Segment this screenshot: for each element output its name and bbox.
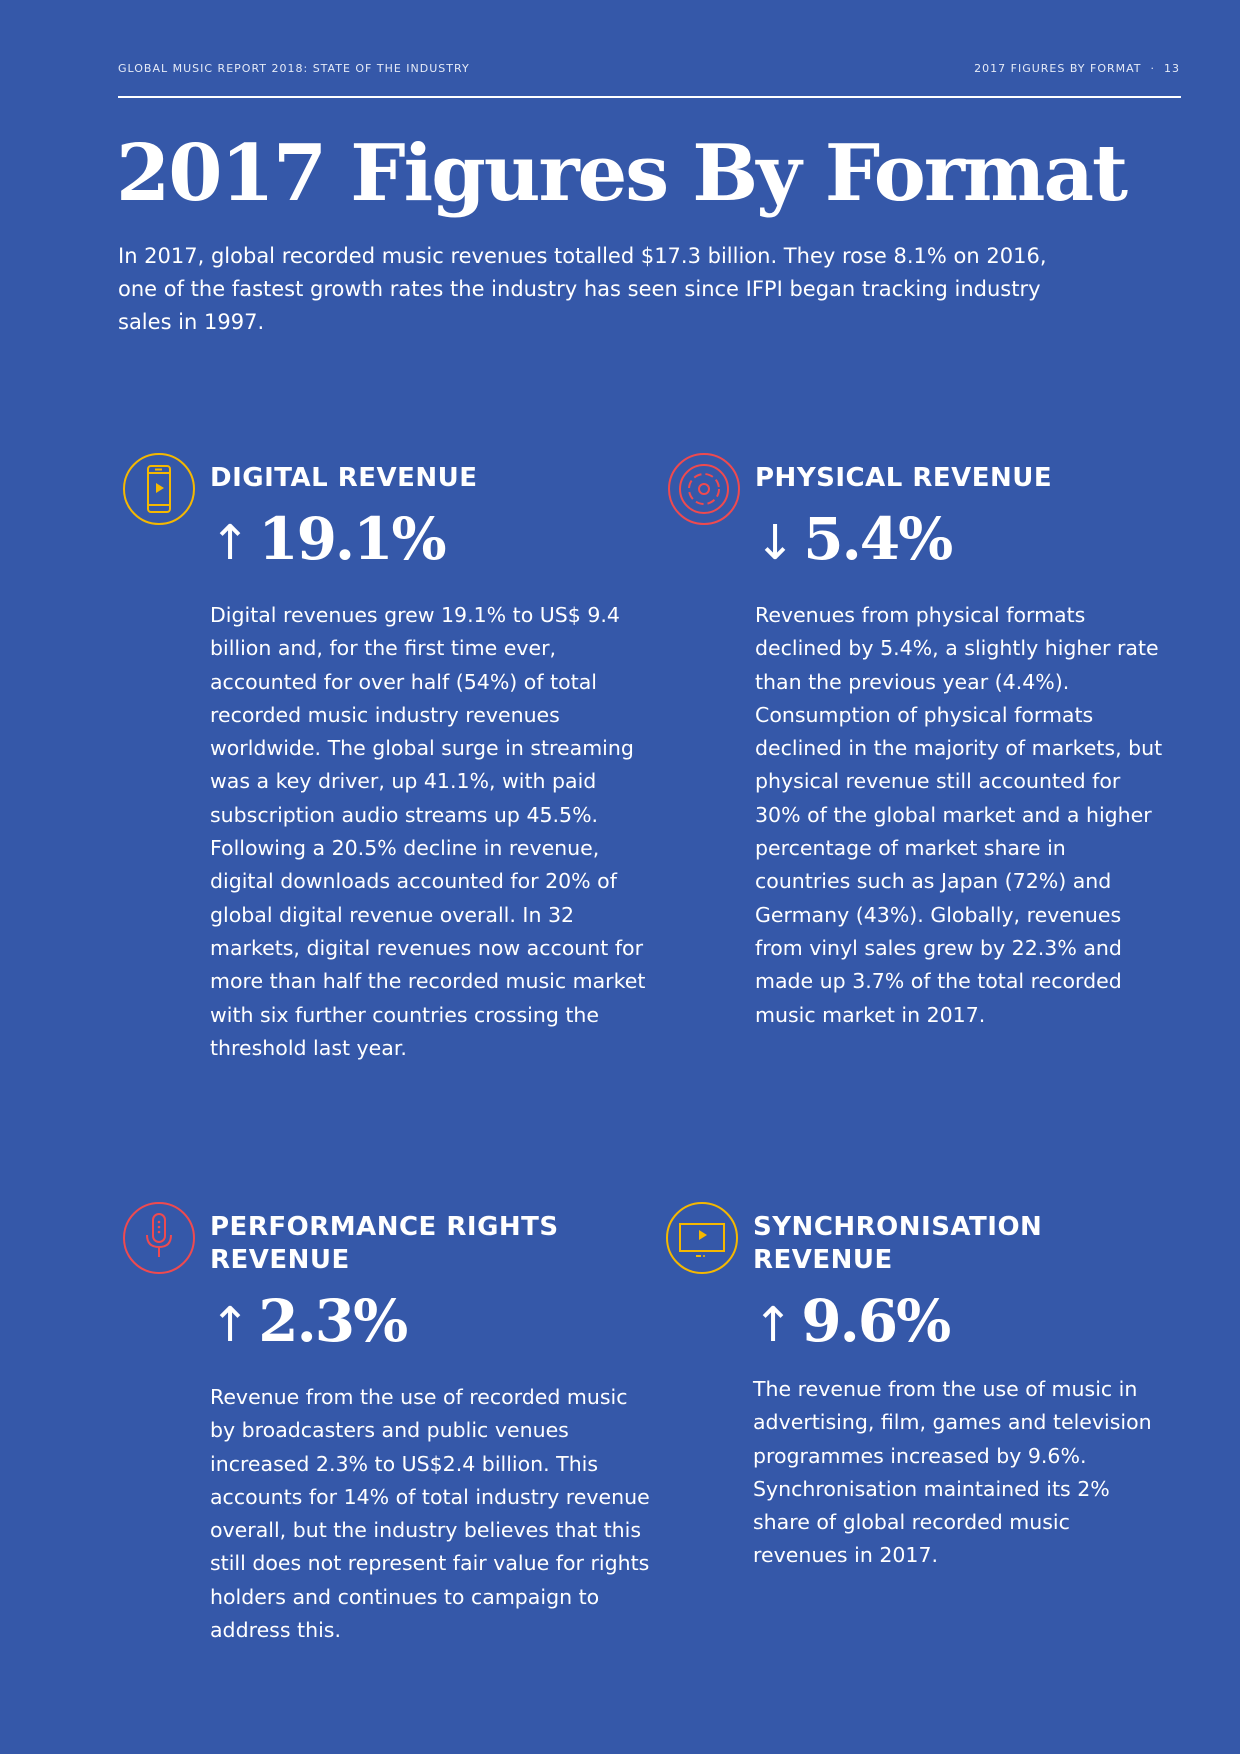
section-change-value: ↓ 5.4%	[755, 505, 952, 573]
header-rule	[118, 96, 1181, 98]
page-title: 2017 Figures By Format	[116, 128, 1127, 219]
physical-revenue-section	[755, 462, 1165, 1032]
performance-rights-section	[210, 1211, 650, 1647]
section-heading: PERFORMANCE RIGHTS REVENUE	[210, 1212, 559, 1275]
arrow-up-icon: ↑	[210, 1297, 249, 1353]
section-body: The revenue from the use of music in advertising, film, games and television programmes increased by 9.6%. Synchronisation maintained its 2% share of global recorded music revenues in 2017.	[753, 1377, 1152, 1568]
arrow-up-icon: ↑	[753, 1297, 792, 1353]
intro-paragraph: In 2017, global recorded music revenues totalled $17.3 billion. They rose 8.1% on 2016, one of the fastest growth rates the industry has seen since IFPI began tracking industry sales in 1997.	[118, 244, 1047, 334]
disc-icon	[667, 452, 741, 526]
section-heading: PHYSICAL REVENUE	[755, 463, 1053, 493]
section-change-value: ↑ 9.6%	[753, 1287, 950, 1355]
section-body: Digital revenues grew 19.1% to US$ 9.4 billion and, for the first time ever, accounted for over half (54%) of total recorded music industry revenues worldwide. The global surge in streaming was a key driver, up 41.1%, with paid subscription audio streams up 45.5%. Following a 20.5% decline in revenue, digital downloads accounted for 20% of global digital revenue overall. In 32 markets, digital revenues now account for more than half the recorded music market with six further countries crossing the threshold last year.	[210, 603, 646, 1060]
synchronisation-section	[753, 1211, 1163, 1573]
arrow-down-icon: ↓	[755, 515, 794, 571]
section-change-value: ↑ 2.3%	[210, 1287, 407, 1355]
smartphone-play-icon	[122, 452, 196, 526]
running-header-right: 2017 FIGURES BY FORMAT · 13	[974, 62, 1180, 75]
arrow-up-icon: ↑	[210, 515, 249, 571]
section-heading: SYNCHRONISATION REVENUE	[753, 1212, 1043, 1275]
section-heading: DIGITAL REVENUE	[210, 463, 478, 493]
section-change-value: ↑ 19.1%	[210, 505, 445, 573]
section-body: Revenues from physical formats declined by 5.4%, a slightly higher rate than the previous year (4.4%). Consumption of physical formats declined in the majority of markets, but physical revenue still accounted for 30% of the global market and a higher percentage of market share in countries such as Japan (72%) and Germany (43%). Globally, revenues from vinyl sales grew by 22.3% and made up 3.7% of the total recorded music market in 2017.	[755, 603, 1163, 1027]
running-header-left: GLOBAL MUSIC REPORT 2018: STATE OF THE INDUSTRY	[118, 62, 470, 75]
section-body: Revenue from the use of recorded music by broadcasters and public venues increased 2.3% to US$2.4 billion. This accounts for 14% of total industry revenue overall, but the industry believes that this still does not represent fair value for rights holders and continues to campaign to address this.	[210, 1385, 650, 1643]
microphone-icon	[122, 1201, 196, 1275]
tv-play-icon	[665, 1201, 739, 1275]
digital-revenue-section	[210, 462, 650, 1065]
